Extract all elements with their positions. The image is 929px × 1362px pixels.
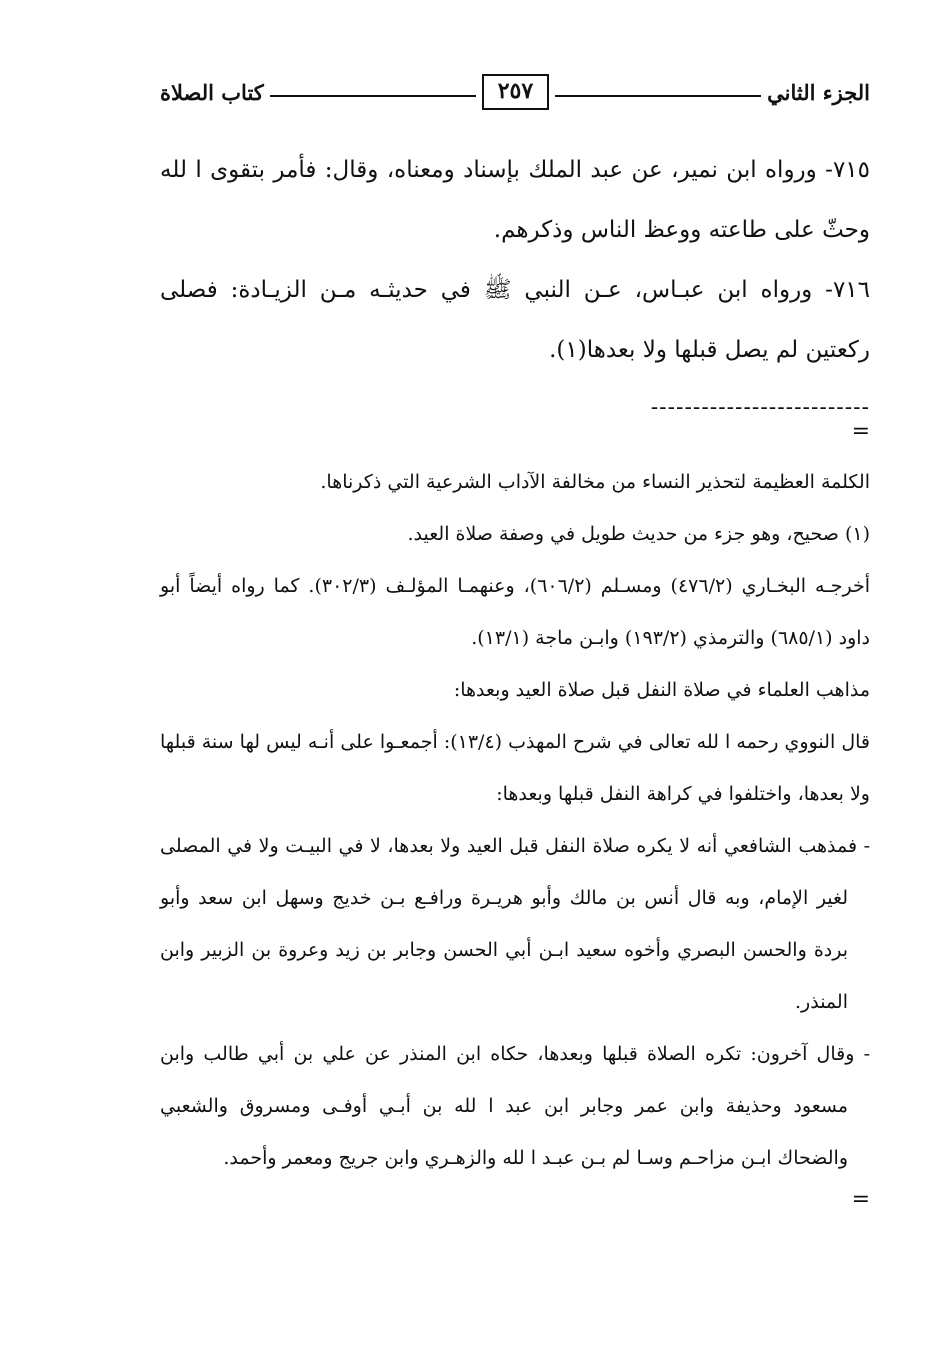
hadith-716: ٧١٦- ورواه ابن عبـاس، عـن النبي ﷺ في حديثـه مـن الزيـادة: فصلى ركعتين لم يصل قبلها ولا بعدها(١).: [160, 277, 870, 363]
takhrij: أخرجـه البخـاري (٤٧٦/٢) ومسـلم (٦٠٦/٢)، وعنهمـا المؤلـف (٣٠٢/٣). كما رواه أيضاً أبو داود (٦٨٥/١) والترمذي (١٩٣/٢) وابـن ماجة (١٣/١).: [160, 575, 870, 649]
others-opinion: - وقال آخرون: تكره الصلاة قبلها وبعدها، حكاه ابن المنذر عن علي بن أبي طالب وابن مسعود وحذيفة وابن عمر وجابر ابن عبد ا لله بن أبـي أوفـى ومسروق والشعبي والضحاك ابـن مزاحـم وسـا لم بـن عبـد ا لله والزهـري وابن جريج ومعمر وأحمد.: [160, 1043, 870, 1169]
book-page: [160, 62, 870, 1210]
header-rule-right: [555, 95, 761, 97]
madhahib-title: مذاهب العلماء في صلاة النفل قبل صلاة العيد وبعدها:: [453, 679, 870, 701]
hadith-715: ٧١٥- ورواه ابن نمير، عن عبد الملك بإسناد ومعناه، وقال: فأمر بتقوى ا لله وحثّ على طاعته ووعظ الناس وذكرهم.: [160, 157, 870, 243]
part-label: الجزء الثاني: [767, 79, 870, 105]
continuation-mark: =: [851, 419, 870, 444]
nawawi-quote: قال النووي رحمه ا لله تعالى في شرح المهذب (١٣/٤): أجمعـوا على أنـه ليس لها سنة قبلها ولا بعدها، واختلفوا في كراهة النفل قبلها وبعدها:: [160, 731, 870, 805]
footnotes: [160, 456, 870, 1184]
page-header: [160, 62, 870, 122]
book-title: كتاب الصلاة: [159, 79, 264, 105]
page-number: ٢٥٧: [482, 74, 549, 110]
footnote-separator: --------------------------: [650, 396, 870, 420]
note-continuation: الكلمة العظيمة لتحذير النساء من مخالفة الآداب الشرعية التي ذكرناها.: [320, 471, 870, 493]
shafii-opinion: - فمذهب الشافعي أنه لا يكره صلاة النفل قبل العيد ولا بعدها، لا في البيـت ولا في المصلى لغير الإمام، وبه قال أنس بن مالك وأبو هريـرة ورافـع بـن خديج وسهل ابن سعد وأبو بردة والحسن البصري وأخوه سعيد ابـن أبي الحسن وجابر بن زيد وعروة بن الزبير وابن المنذر.: [160, 835, 870, 1013]
continuation-mark-bottom: =: [851, 1187, 870, 1212]
main-text: [160, 140, 870, 380]
header-rule-left: [270, 95, 476, 97]
footnote-1: (١) صحيح، وهو جزء من حديث طويل في وصفة صلاة العيد.: [407, 523, 870, 545]
